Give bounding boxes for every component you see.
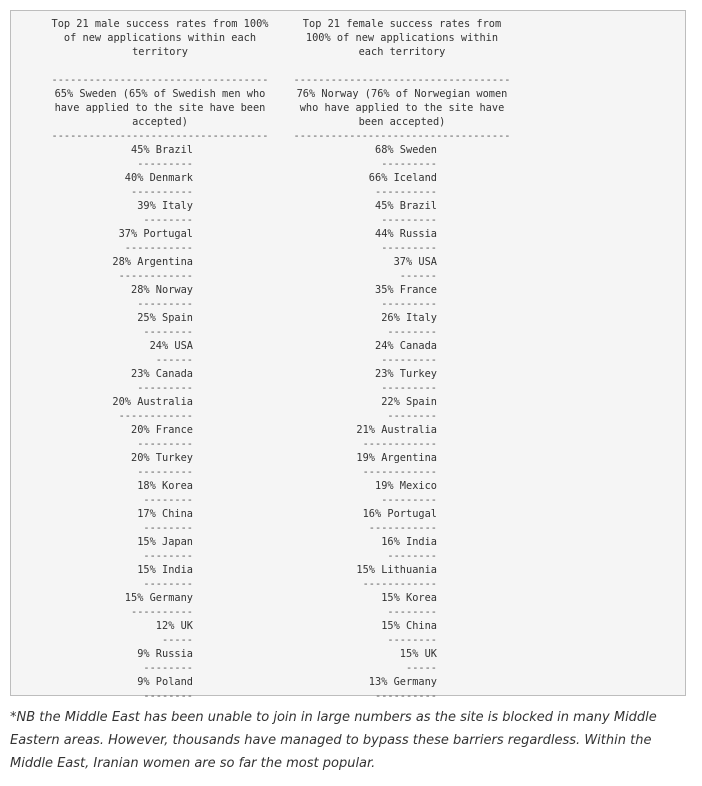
list-item — [49, 647, 271, 675]
list-item-rule: ---------- — [131, 606, 193, 618]
list-item-label: 16% Portugal — [362, 508, 437, 520]
list-item-rule: ---------- — [131, 186, 193, 198]
list-item — [49, 367, 271, 395]
list-item — [49, 423, 271, 451]
list-item-rule: --------- — [381, 214, 437, 226]
list-item-rule: -------- — [143, 578, 193, 590]
list-item-label: 44% Russia — [375, 228, 437, 240]
list-item — [49, 255, 271, 283]
list-item-rule: ------------ — [362, 438, 437, 450]
list-item-rule: ---------- — [375, 690, 437, 702]
list-item-rule: --------- — [381, 354, 437, 366]
list-item-label: 21% Australia — [356, 424, 437, 436]
list-item-label: 18% Korea — [137, 480, 193, 492]
footnote: *NB the Middle East has been unable to join in large numbers as the site is blocked in many Middle Eastern areas. However, thousands have managed to bypass these barriers regardless. Within the Middle East, Iranian women are so far the most popular. — [10, 710, 657, 771]
list-item-rule: ------------ — [362, 578, 437, 590]
list-item-rule: ----------- — [124, 242, 193, 254]
list-item-rule: ------ — [155, 354, 193, 366]
male-top-rule: ----------------------------------- — [51, 130, 269, 142]
list-item-rule: --------- — [137, 382, 193, 394]
list-item-label: 13% Germany — [368, 676, 437, 688]
list-item-rule: ------------ — [118, 270, 193, 282]
list-item-label: 19% Argentina — [356, 452, 437, 464]
list-item-label: 66% Iceland — [368, 172, 437, 184]
list-item — [293, 563, 511, 591]
list-item — [293, 311, 511, 339]
list-item-rule: --------- — [137, 158, 193, 170]
list-item-rule: -------- — [143, 690, 193, 702]
list-item — [293, 535, 511, 563]
male-top-entry: 65% Sweden (65% of Swedish men who have applied to the site have been accepted) — [54, 88, 266, 128]
list-item-rule: -------- — [143, 550, 193, 562]
list-item — [49, 395, 271, 423]
list-item-label: 25% Spain — [137, 312, 193, 324]
list-item-rule: -------- — [387, 606, 437, 618]
list-item-label: 28% Norway — [131, 284, 193, 296]
list-item-rule: --------- — [137, 466, 193, 478]
list-item-rule: --------- — [137, 438, 193, 450]
list-item — [49, 199, 271, 227]
list-item — [49, 171, 271, 199]
list-item — [293, 479, 511, 507]
list-item-label: 24% USA — [149, 340, 193, 352]
list-item-rule: -------- — [387, 326, 437, 338]
list-item-label: 15% Japan — [137, 536, 193, 548]
list-item-rule: -------- — [387, 550, 437, 562]
list-item-label: 12% UK — [155, 620, 193, 632]
list-item — [293, 619, 511, 647]
list-item-rule: ------------ — [362, 466, 437, 478]
list-item-label: 15% Germany — [124, 592, 193, 604]
list-item-rule: -------- — [387, 410, 437, 422]
list-item-label: 20% Australia — [112, 396, 193, 408]
list-item-label: 26% Italy — [381, 312, 437, 324]
female-top-entry: 76% Norway (76% of Norwegian women who have applied to the site have been accepted) — [296, 88, 508, 128]
list-item-rule: ------ — [399, 270, 437, 282]
list-item — [293, 255, 511, 283]
list-item-rule: ---------- — [375, 186, 437, 198]
female-list — [293, 143, 511, 703]
list-item — [293, 591, 511, 619]
list-item-label: 35% France — [375, 284, 437, 296]
list-item-rule: ------------ — [118, 410, 193, 422]
male-heading: Top 21 male success rates from 100% of new applications within each territory — [51, 18, 269, 58]
list-item — [293, 227, 511, 255]
list-item — [293, 199, 511, 227]
female-top-rule: ----------------------------------- — [293, 130, 511, 142]
list-item — [293, 283, 511, 311]
list-item-label: 23% Turkey — [375, 368, 437, 380]
list-item-rule: --------- — [137, 298, 193, 310]
list-item-rule: -------- — [143, 494, 193, 506]
male-column — [49, 17, 271, 703]
list-item-label: 16% India — [381, 536, 437, 548]
list-item — [293, 647, 511, 675]
list-item-label: 45% Brazil — [131, 144, 193, 156]
list-item-label: 15% Korea — [381, 592, 437, 604]
list-item-label: 15% UK — [399, 648, 437, 660]
list-item-rule: ----------- — [368, 522, 437, 534]
list-item-label: 15% India — [137, 564, 193, 576]
list-item — [49, 339, 271, 367]
list-item — [293, 395, 511, 423]
list-item-label: 40% Denmark — [124, 172, 193, 184]
list-item-label: 24% Canada — [375, 340, 437, 352]
female-heading: Top 21 female success rates from 100% of new applications within each territory — [302, 18, 502, 58]
list-item — [49, 563, 271, 591]
list-item — [49, 535, 271, 563]
list-item — [49, 311, 271, 339]
female-column — [293, 17, 511, 703]
list-item-rule: ----- — [162, 634, 193, 646]
list-item — [49, 283, 271, 311]
list-item-rule: --------- — [381, 298, 437, 310]
list-item — [293, 339, 511, 367]
list-item-rule: -------- — [143, 662, 193, 674]
list-item-rule: -------- — [143, 522, 193, 534]
list-item — [49, 675, 271, 703]
list-item-rule: -------- — [387, 634, 437, 646]
female-heading-rule: ----------------------------------- — [293, 74, 511, 86]
list-item-label: 15% China — [381, 620, 437, 632]
list-item — [49, 227, 271, 255]
list-item — [49, 619, 271, 647]
list-item-label: 20% Turkey — [131, 452, 193, 464]
list-item-label: 15% Lithuania — [356, 564, 437, 576]
list-item-label: 17% China — [137, 508, 193, 520]
code-block — [10, 10, 686, 702]
list-item — [293, 675, 511, 703]
list-item-label: 9% Russia — [137, 648, 193, 660]
list-item-label: 9% Poland — [137, 676, 193, 688]
list-item-rule: --------- — [381, 242, 437, 254]
list-item-label: 23% Canada — [131, 368, 193, 380]
list-item — [293, 143, 511, 171]
list-item-rule: --------- — [381, 382, 437, 394]
list-item-label: 37% USA — [393, 256, 437, 268]
list-item-rule: --------- — [381, 158, 437, 170]
list-item — [49, 507, 271, 535]
male-heading-rule: ----------------------------------- — [51, 74, 269, 86]
list-item-rule: --------- — [381, 494, 437, 506]
list-item — [293, 507, 511, 535]
list-item — [49, 143, 271, 171]
list-item — [49, 591, 271, 619]
male-list — [49, 143, 271, 703]
list-item-label: 37% Portugal — [118, 228, 193, 240]
list-item — [293, 171, 511, 199]
list-item-label: 19% Mexico — [375, 480, 437, 492]
list-item — [49, 451, 271, 479]
list-item-label: 20% France — [131, 424, 193, 436]
list-item — [293, 451, 511, 479]
list-item-rule: -------- — [143, 326, 193, 338]
list-item-label: 68% Sweden — [375, 144, 437, 156]
list-item-label: 28% Argentina — [112, 256, 193, 268]
list-item — [293, 367, 511, 395]
list-item-rule: ----- — [406, 662, 437, 674]
list-item-label: 22% Spain — [381, 396, 437, 408]
list-item-rule: -------- — [143, 214, 193, 226]
list-item-label: 45% Brazil — [375, 200, 437, 212]
list-item-label: 39% Italy — [137, 200, 193, 212]
list-item — [49, 479, 271, 507]
list-item — [293, 423, 511, 451]
